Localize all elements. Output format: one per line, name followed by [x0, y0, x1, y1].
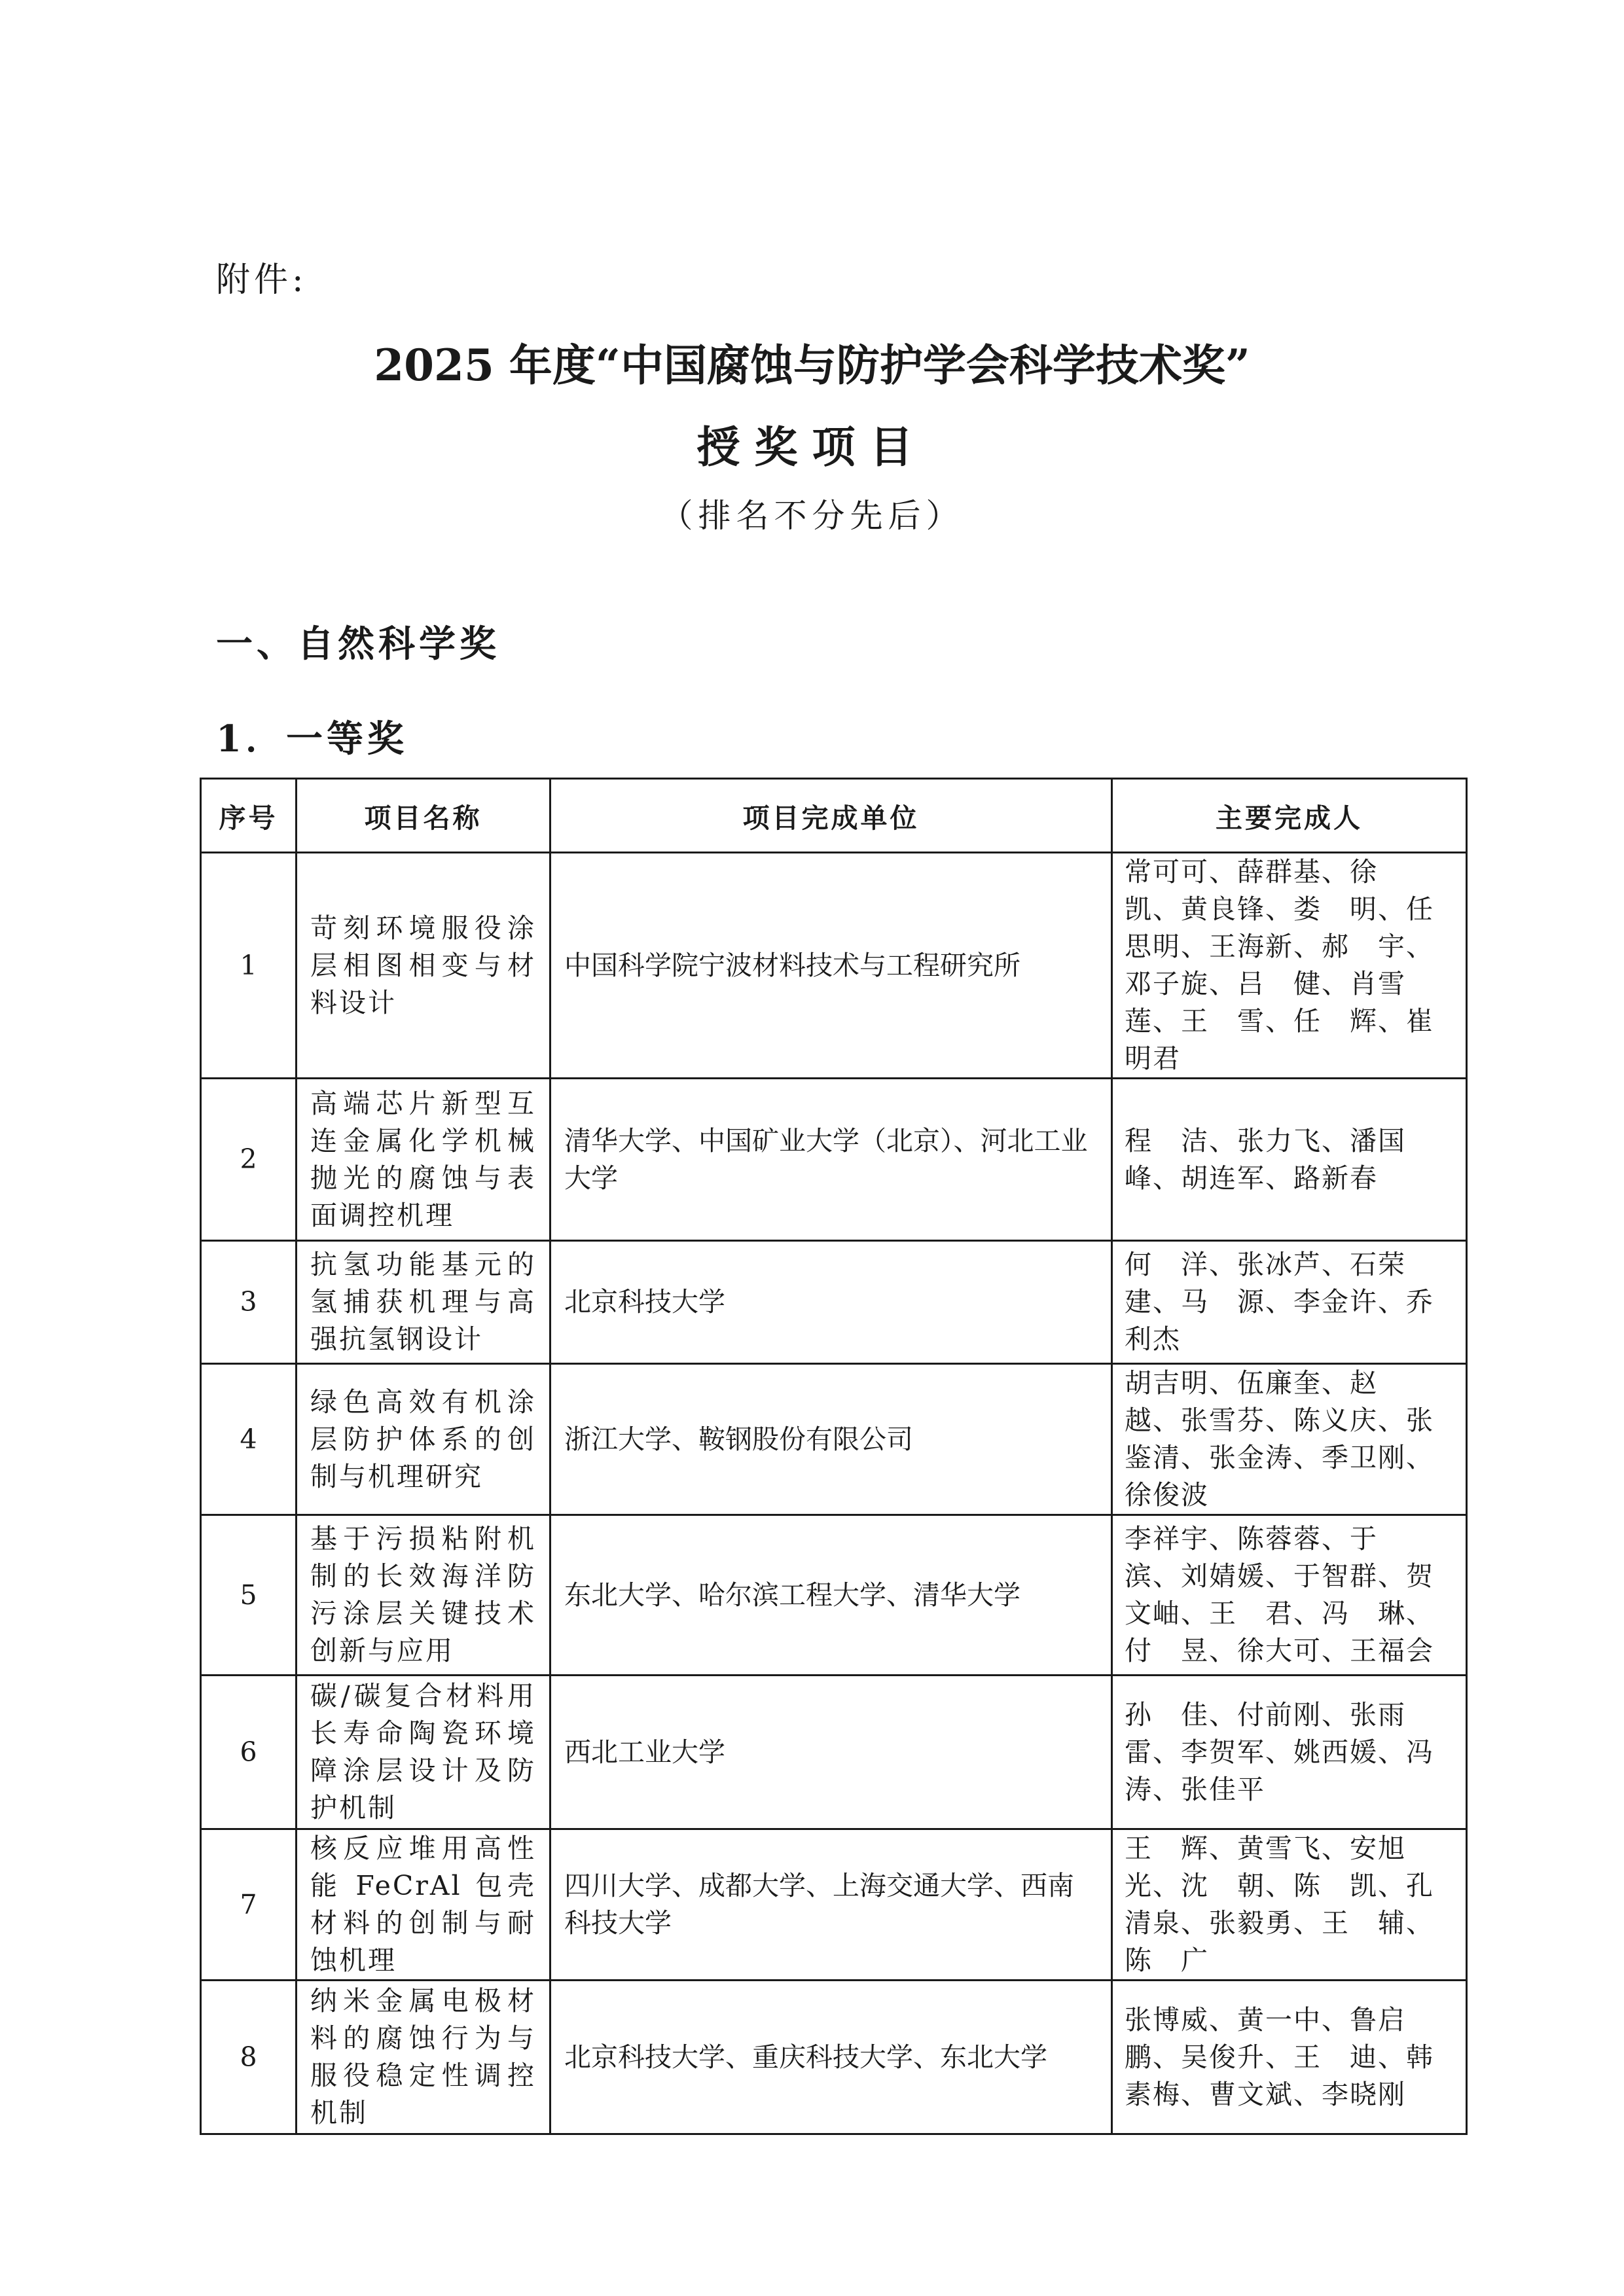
table-row	[201, 1676, 1467, 1829]
row-project-name: 抗氢功能基元的氢捕获机理与高强抗氢钢设计	[297, 1241, 550, 1364]
row-no: 5	[201, 1515, 297, 1676]
row-project-name: 苛刻环境服役涂层相图相变与材料设计	[297, 853, 550, 1079]
row-project-name: 基于污损粘附机制的长效海洋防污涂层关键技术创新与应用	[297, 1515, 550, 1676]
grade-heading: 1．一等奖	[216, 717, 408, 761]
row-unit: 清华大学、中国矿业大学（北京）、河北工业大学	[550, 1079, 1112, 1241]
row-unit: 北京科技大学、重庆科技大学、东北大学	[550, 1981, 1112, 2134]
table-row	[201, 1981, 1467, 2134]
table-row	[201, 853, 1467, 1079]
row-people: 程 洁、张力飞、潘国峰、胡连军、路新春	[1112, 1079, 1467, 1241]
row-people: 何 洋、张冰芦、石荣建、马 源、李金许、乔利杰	[1112, 1241, 1467, 1364]
row-unit: 北京科技大学	[550, 1241, 1112, 1364]
row-no: 3	[201, 1241, 297, 1364]
table-header-row	[201, 779, 1467, 853]
table-row	[201, 1829, 1467, 1981]
row-people: 常可可、薛群基、徐 凯、黄良锋、娄 明、任思明、王海新、郝 宇、邓子旋、吕 健、肖雪莲、王 雪、任 辉、崔明君	[1112, 853, 1467, 1079]
row-project-name: 绿色高效有机涂层防护体系的创制与机理研究	[297, 1364, 550, 1515]
row-project-name: 核反应堆用高性能 FeCrAl 包壳材料的创制与耐蚀机理	[297, 1829, 550, 1981]
row-unit: 四川大学、成都大学、上海交通大学、西南科技大学	[550, 1829, 1112, 1981]
row-no: 8	[201, 1981, 297, 2134]
header-people: 主要完成人	[1112, 779, 1467, 853]
header-unit: 项目完成单位	[550, 779, 1112, 853]
ranking-note: （排名不分先后）	[660, 497, 964, 535]
section-heading: 一、自然科学奖	[216, 622, 500, 666]
row-people: 孙 佳、付前刚、张雨雷、李贺军、姚西媛、冯 涛、张佳平	[1112, 1676, 1467, 1829]
row-project-name: 高端芯片新型互连金属化学机械抛光的腐蚀与表面调控机理	[297, 1079, 550, 1241]
row-unit: 浙江大学、鞍钢股份有限公司	[550, 1364, 1112, 1515]
attachment-label: 附件:	[216, 260, 308, 300]
row-no: 6	[201, 1676, 297, 1829]
row-no: 2	[201, 1079, 297, 1241]
table-row	[201, 1079, 1467, 1241]
award-table	[200, 778, 1468, 2135]
row-people: 李祥宇、陈蓉蓉、于 滨、刘婧媛、于智群、贺文岫、王 君、冯 琳、付 昱、徐大可、王福会	[1112, 1515, 1467, 1676]
row-unit: 西北工业大学	[550, 1676, 1112, 1829]
table-row	[201, 1364, 1467, 1515]
header-no: 序号	[201, 779, 297, 853]
row-unit: 中国科学院宁波材料技术与工程研究所	[550, 853, 1112, 1079]
table-row	[201, 1241, 1467, 1364]
row-people: 王 辉、黄雪飞、安旭光、沈 朝、陈 凯、孔清泉、张毅勇、王 辅、陈 广	[1112, 1829, 1467, 1981]
row-no: 4	[201, 1364, 297, 1515]
row-people: 张博威、黄一中、鲁启鹏、吴俊升、王 迪、韩素梅、曹文斌、李晓刚	[1112, 1981, 1467, 2134]
row-no: 1	[201, 853, 297, 1079]
row-unit: 东北大学、哈尔滨工程大学、清华大学	[550, 1515, 1112, 1676]
document-subtitle: 授奖项目	[696, 422, 928, 473]
table-row	[201, 1515, 1467, 1676]
row-project-name: 碳/碳复合材料用长寿命陶瓷环境障涂层设计及防护机制	[297, 1676, 550, 1829]
document-title: 2025 年度“中国腐蚀与防护学会科学技术奖”	[374, 340, 1250, 391]
row-people: 胡吉明、伍廉奎、赵 越、张雪芬、陈义庆、张鉴清、张金涛、季卫刚、徐俊波	[1112, 1364, 1467, 1515]
row-no: 7	[201, 1829, 297, 1981]
row-project-name: 纳米金属电极材料的腐蚀行为与服役稳定性调控机制	[297, 1981, 550, 2134]
header-project-name: 项目名称	[297, 779, 550, 853]
